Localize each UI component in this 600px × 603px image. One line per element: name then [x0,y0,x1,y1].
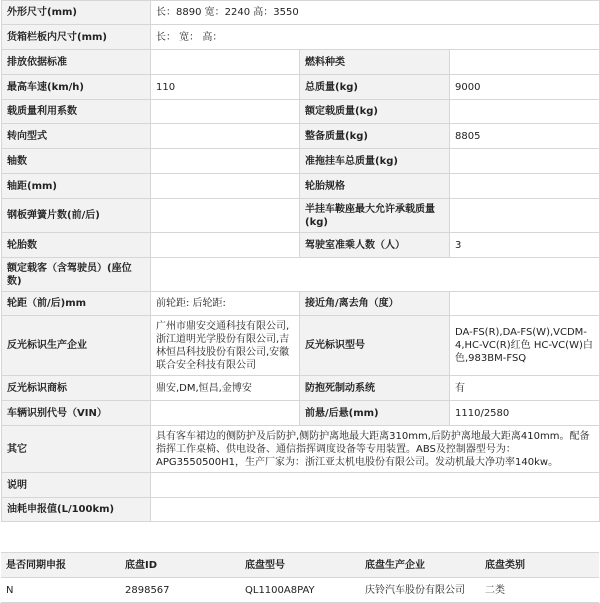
reflector-maker-label: 反光标识生产企业 [2,316,151,376]
total-mass-value: 9000 [450,75,600,100]
wheelbase-value [151,174,300,199]
chassis-maker-value: 庆铃汽车股份有限公司 [360,578,480,603]
spec-row [2,124,600,149]
spec-row [2,75,600,100]
cab-passengers-label: 驾驶室准乘人数（人） [300,233,450,258]
spec-row-dimensions [2,1,600,25]
leaf-springs-value [151,199,300,233]
axle-count-value [151,149,300,174]
reflector-maker-value: 广州市鼎安交通科技有限公司,浙江道明光学股份有限公司,吉林恒昌科技股份有限公司,安徽联合安全科技有限公司 [151,316,300,376]
spec-row-other [2,426,600,473]
chassis-id-value: 2898567 [120,578,240,603]
total-mass-label: 总质量(kg) [300,75,450,100]
section-gap [0,522,600,552]
chassis-category-value: 二类 [480,578,599,603]
chassis-concurrent-value: N [1,578,120,603]
spec-row [2,100,600,124]
other-label: 其它 [2,426,151,473]
load-utilization-label: 载质量利用系数 [2,100,151,124]
vin-value [151,401,300,426]
spec-row [2,149,600,174]
tire-count-value [151,233,300,258]
spec-row-rated-passengers [2,258,600,292]
reflector-model-label: 反光标识型号 [300,316,450,376]
spec-row [2,174,600,199]
emission-standard-value [151,50,300,75]
track-label: 轮距（前/后)mm [2,292,151,316]
dimensions-label: 外形尺寸(mm) [2,1,151,25]
fuel-type-label: 燃料种类 [300,50,450,75]
chassis-header-row [1,553,599,578]
max-speed-value: 110 [151,75,300,100]
spec-row [2,401,600,426]
trailer-mass-value [450,149,600,174]
spec-row [2,376,600,401]
cargo-box-label: 货箱栏板内尺寸(mm) [2,25,151,50]
chassis-table [1,552,599,603]
notes-value [151,473,600,498]
curb-weight-value: 8805 [450,124,600,149]
trailer-mass-label: 准拖挂车总质量(kg) [300,149,450,174]
approach-angle-value [450,292,600,316]
steering-value [151,124,300,149]
cargo-box-value: 长： 宽： 高： [151,25,600,50]
rated-passengers-value [151,258,600,292]
abs-label: 防抱死制动系统 [300,376,450,401]
emission-standard-label: 排放依据标准 [2,50,151,75]
fuel-type-value [450,50,600,75]
tire-count-label: 轮胎数 [2,233,151,258]
rated-load-value [450,100,600,124]
chassis-model-value: QL1100A8PAY [240,578,360,603]
chassis-header-maker: 底盘生产企业 [360,553,480,578]
reflector-brand-label: 反光标识商标 [2,376,151,401]
wheelbase-label: 轴距(mm) [2,174,151,199]
vin-label: 车辆识别代号（VIN） [2,401,151,426]
spec-row [2,233,600,258]
notes-label: 说明 [2,473,151,498]
load-utilization-value [151,100,300,124]
abs-value: 有 [450,376,600,401]
rated-passengers-label: 额定载客（含驾驶员）(座位数) [2,258,151,292]
overhang-label: 前悬/后悬(mm) [300,401,450,426]
leaf-springs-label: 钢板弹簧片数(前/后) [2,199,151,233]
rated-load-label: 额定载质量(kg) [300,100,450,124]
reflector-model-value: DA-FS(R),DA-FS(W),VCDM-4,HC-VC(R)红色 HC-VC(W)白色,983BM-FSQ [450,316,600,376]
fuel-consumption-label: 油耗申报值(L/100km) [2,498,151,522]
spec-row [2,199,600,233]
axle-count-label: 轴数 [2,149,151,174]
chassis-header-concurrent: 是否同期申报 [1,553,120,578]
spec-row [2,50,600,75]
chassis-header-model: 底盘型号 [240,553,360,578]
saddle-load-value [450,199,600,233]
tire-spec-label: 轮胎规格 [300,174,450,199]
vehicle-spec-table [1,0,600,522]
spec-row-fuel-consumption [2,498,600,522]
chassis-header-category: 底盘类别 [480,553,599,578]
spec-row-notes [2,473,600,498]
max-speed-label: 最高车速(km/h) [2,75,151,100]
fuel-consumption-value [151,498,600,522]
curb-weight-label: 整备质量(kg) [300,124,450,149]
steering-label: 转向型式 [2,124,151,149]
reflector-brand-value: 鼎安,DM,恒昌,金博安 [151,376,300,401]
tire-spec-value [450,174,600,199]
overhang-value: 1110/2580 [450,401,600,426]
approach-angle-label: 接近角/离去角（度） [300,292,450,316]
chassis-header-id: 底盘ID [120,553,240,578]
spec-row [2,292,600,316]
other-value: 具有客车裙边的侧防护及后防护,侧防护离地最大距离310mm,后防护离地最大距离410mm。配备指挥工作桌椅、供电设备、通信指挥调度设备等专用装置。ABS及控制器型号为：APG3550500H1，生产厂家为：浙江亚太机电股份有限公司。发动机最大净功率140kw。 [151,426,600,473]
spec-row [2,316,600,376]
track-value: 前轮距: 后轮距: [151,292,300,316]
dimensions-value: 长：8890 宽：2240 高：3550 [151,1,600,25]
cab-passengers-value: 3 [450,233,600,258]
saddle-load-label: 半挂车鞍座最大允许承载质量(kg) [300,199,450,233]
spec-row-cargo-box [2,25,600,50]
